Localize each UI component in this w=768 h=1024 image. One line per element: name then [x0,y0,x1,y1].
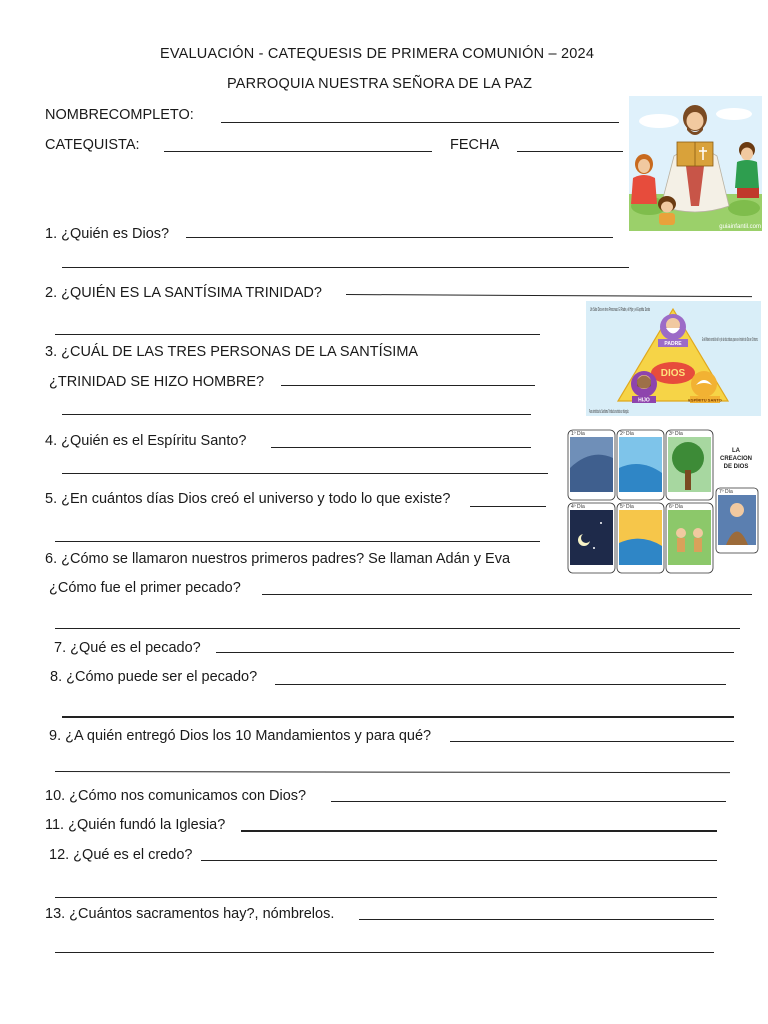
question-6-line-1: 6. ¿Cómo se llamaron nuestros primeros padres? Se llaman Adán y Eva [45,551,511,567]
answer-line-11[interactable] [241,830,717,832]
answer-line-9a[interactable] [450,741,734,742]
answer-line-10[interactable] [331,801,726,802]
question-4: 4. ¿Quién es el Espíritu Santo? [45,433,247,449]
answer-line-6a[interactable] [262,594,752,595]
answer-line-8a[interactable] [275,684,726,685]
answer-line-4b[interactable] [62,473,548,474]
watermark-text: guiainfantil.com [719,224,761,230]
answer-line-2b[interactable] [55,334,540,335]
espiritu-label: ESPÍRITU SANTO [688,397,722,403]
question-6-line-2: ¿Cómo fue el primer pecado? [49,580,241,596]
answer-line-3b[interactable] [62,414,531,415]
trinity-right-text: Es el Misterio central de la fe y de la vida cristiana, pues es el misterio de Dios en Sí mismo. [702,337,758,343]
question-1: 1. ¿Quién es Dios? [45,226,170,242]
catechist-label: CATEQUISTA: [45,137,140,153]
creation-title-3: DE DIOS [723,464,749,470]
day-5-label: 5º Día [620,504,634,510]
question-9: 9. ¿A quién entregó Dios los 10 Mandamientos y para qué? [49,728,432,744]
day-6-label: 6º Día [669,504,683,510]
day-2-label: 2º Día [620,431,634,437]
day-1-label: 1º Día [571,431,585,437]
question-13: 13. ¿Cuántos sacramentos hay?, nómbrelos. [45,906,335,922]
answer-line-12a[interactable] [201,860,717,861]
day-7-label: 7º Día [719,489,733,495]
name-line[interactable] [221,122,619,123]
answer-line-1b[interactable] [62,267,629,268]
dios-label: DIOS [660,368,686,379]
question-5: 5. ¿En cuántos días Dios creó el universo y todo lo que existe? [45,491,451,507]
hijo-label: HIJO [638,397,650,404]
answer-line-9b[interactable] [55,771,730,773]
answer-line-13a[interactable] [359,919,714,920]
question-7: 7. ¿Qué es el pecado? [54,640,201,656]
answer-line-1a[interactable] [186,237,613,238]
catechist-line[interactable] [164,151,432,152]
answer-line-13b[interactable] [55,952,714,953]
question-11: 11. ¿Quién fundó la Iglesia? [45,817,226,833]
padre-label: PADRE [664,341,682,347]
question-12: 12. ¿Qué es el credo? [49,847,193,863]
document-title: EVALUACIÓN - CATEQUESIS DE PRIMERA COMUNIÓN – 2024 [160,46,595,62]
question-10: 10. ¿Cómo nos comunicamos con Dios? [45,788,307,804]
creation-title-2: CREACION [719,456,753,462]
answer-line-2a[interactable] [346,294,752,297]
jesus-children-illustration [629,96,762,231]
answer-line-6b[interactable] [55,628,740,629]
creation-days-illustration [566,428,761,575]
trinity-bottom-text: Para simbolizar la Santísima Trinidad un artista un triángulo. [589,409,629,415]
question-3-line-2: ¿TRINIDAD SE HIZO HOMBRE? [49,374,265,390]
answer-line-4a[interactable] [271,447,531,448]
question-8: 8. ¿Cómo puede ser el pecado? [50,669,258,685]
date-line[interactable] [517,151,623,152]
day-3-label: 3º Día [669,431,683,437]
name-label: NOMBRECOMPLETO: [45,107,194,123]
answer-line-12b[interactable] [55,897,717,898]
question-3-line-1: 3. ¿CUÁL DE LAS TRES PERSONAS DE LA SANTÍSIMA [45,344,419,360]
answer-line-5a[interactable] [470,506,546,507]
creation-title-1: LA [732,448,740,454]
question-2: 2. ¿QUIÉN ES LA SANTÍSIMA TRINIDAD? [45,285,322,301]
answer-line-3a[interactable] [281,385,535,386]
answer-line-8b[interactable] [62,716,734,718]
holy-trinity-illustration [586,301,761,416]
trinity-top-text: Un Solo Dios en tres Personas: El Padre, el Hijo y el Espíritu Santo [590,307,651,313]
parish-name: PARROQUIA NUESTRA SEÑORA DE LA PAZ [227,76,533,92]
answer-line-5b[interactable] [55,541,540,542]
answer-line-7[interactable] [216,652,734,653]
date-label: FECHA [450,137,500,153]
day-4-label: 4º Día [571,504,585,510]
